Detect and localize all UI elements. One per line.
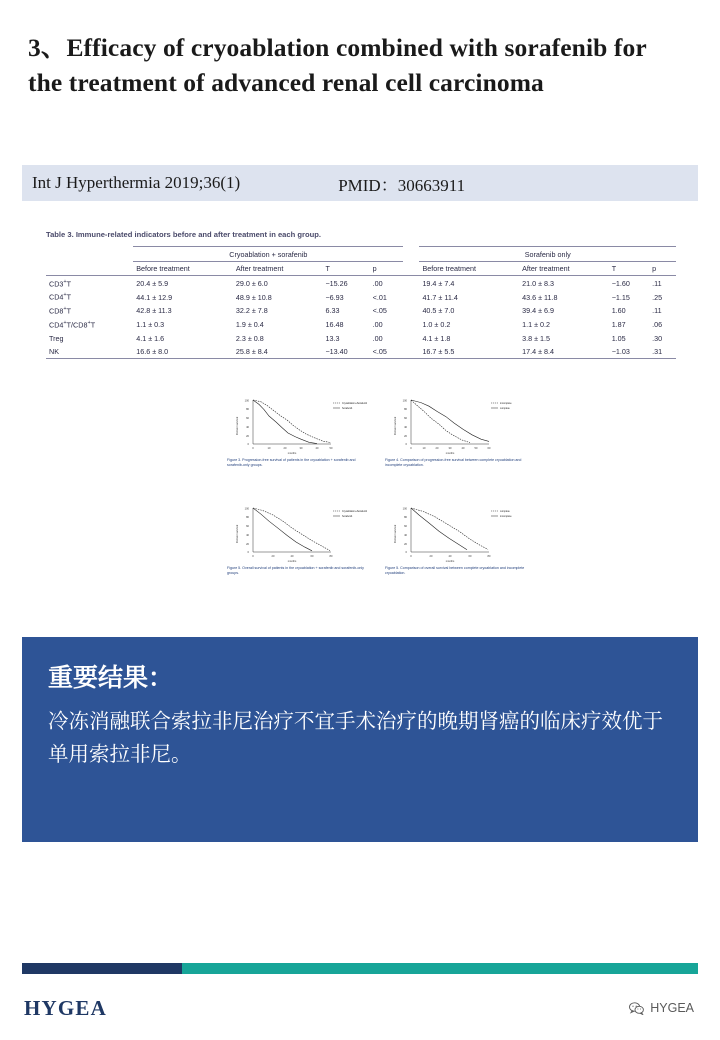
svg-text:0: 0 [410,447,412,450]
cell: 25.8 ± 8.4 [233,345,323,359]
svg-text:80: 80 [246,408,249,411]
row-label: CD4+T [49,292,72,302]
page-title: 3、Efficacy of cryoablation combined with sorafenib for the treatment of advanced renal cell carcinoma [28,33,647,98]
citation-journal: Int J Hyperthermia 2019;36(1) [32,173,241,192]
cell: 29.0 ± 6.0 [235,278,268,288]
svg-text:10: 10 [267,447,271,450]
cell: .06 [652,320,663,330]
svg-text:20: 20 [435,447,439,450]
cell: 6.33 [325,306,340,316]
svg-text:10: 10 [422,447,426,450]
svg-text:Cryoablation+Sorafenib: Cryoablation+Sorafenib [342,402,367,405]
survival-plots-group [227,396,527,596]
svg-text:30: 30 [448,447,452,450]
figure-caption: Figure 5. Overall survival of patients in the cryoablation + sorafenib and sorafenib-only groups. [227,566,364,575]
svg-text:20: 20 [404,543,407,546]
svg-text:Sorafenib: Sorafenib [342,407,353,410]
svg-text:100: 100 [402,399,407,403]
cell: 48.9 ± 10.8 [235,292,272,302]
svg-text:Percent survival: Percent survival [394,416,397,436]
footer-rule [22,963,698,974]
cell: .31 [649,345,676,359]
svg-text:0: 0 [247,551,249,554]
wechat-icon [629,1002,644,1015]
row-label: CD3+T [49,278,72,288]
svg-text:Percent survival: Percent survival [236,524,239,544]
col-header-before-1: Before treatment [133,262,233,276]
table-row [46,276,676,290]
cell: −1.15 [611,292,630,302]
row-label: NK [46,345,133,359]
group-header-cryo: Cryoablation + sorafenib [133,247,403,262]
svg-text:20: 20 [271,555,275,558]
svg-text:80: 80 [246,516,249,519]
svg-text:30: 30 [299,447,303,450]
cell: 4.1 ± 1.8 [422,333,451,343]
svg-text:60: 60 [404,417,407,420]
svg-text:80: 80 [487,555,491,558]
footer-wechat [629,1001,694,1015]
cell: 32.2 ± 7.8 [235,306,268,316]
svg-text:40: 40 [404,426,407,429]
cell: 1.60 [611,306,626,316]
svg-text:40: 40 [461,447,465,450]
table-row [46,304,676,318]
cell: .25 [652,292,663,302]
svg-text:complete: complete [500,510,510,513]
svg-text:months: months [287,560,297,563]
table-row [46,345,676,359]
cell: 40.5 ± 7.0 [422,306,455,316]
cell: 1.1 ± 0.3 [136,320,165,330]
chart-figure-3 [227,396,367,488]
svg-text:40: 40 [404,534,407,537]
cell: −13.40 [322,345,369,359]
col-header-after-2: After treatment [519,262,609,276]
citation-pmid: PMID：30663911 [338,175,466,195]
svg-text:0: 0 [247,443,249,446]
cell: −15.26 [325,278,348,288]
col-header-p-2: p [649,262,676,276]
svg-text:months: months [287,452,297,455]
figure-area [22,218,698,603]
cell: 1.0 ± 0.2 [422,320,451,330]
svg-text:Cryoablation+Sorafenib: Cryoablation+Sorafenib [342,510,367,513]
table-row [46,331,676,344]
table-row [46,290,676,304]
svg-text:60: 60 [246,417,249,420]
cell: 17.4 ± 8.4 [519,345,609,359]
table-column-header-row [46,262,676,276]
svg-text:40: 40 [246,426,249,429]
svg-text:20: 20 [246,543,249,546]
svg-text:50: 50 [329,447,333,450]
svg-text:complete: complete [500,407,510,410]
col-header-before-2: Before treatment [419,262,519,276]
key-result-body: 冷冻消融联合索拉非尼治疗不宜手术治疗的晚期肾癌的临床疗效优于单用索拉非尼。 [48,709,663,767]
svg-text:100: 100 [244,399,249,403]
table-row [46,318,676,332]
svg-text:20: 20 [283,447,287,450]
col-header-blank [46,262,133,276]
cell: 1.1 ± 0.2 [522,320,550,330]
svg-text:Percent survival: Percent survival [236,416,239,436]
cell: .30 [652,333,663,343]
cell: 13.3 [325,333,340,343]
chart-figure-4 [385,396,525,488]
col-header-t-2: T [609,262,649,276]
svg-text:60: 60 [310,555,314,558]
citation-bar [22,165,698,201]
col-header-t-1: T [322,262,369,276]
svg-text:0: 0 [405,443,407,446]
cell: <.01 [372,292,387,302]
cell: 41.7 ± 11.4 [422,292,458,302]
svg-text:60: 60 [404,525,407,528]
svg-text:60: 60 [246,525,249,528]
svg-text:50: 50 [474,447,478,450]
table-group-header-row [46,247,676,262]
cell: 4.1 ± 1.6 [136,333,165,343]
svg-text:0: 0 [405,551,407,554]
cell: 16.7 ± 5.5 [419,345,519,359]
col-header-p-1: p [370,262,404,276]
cell: .00 [372,278,383,288]
cell: 44.1 ± 12.9 [136,292,173,302]
footer-rule-dark-segment [22,963,182,974]
cell: −1.60 [611,278,630,288]
cell: 3.8 ± 1.5 [522,333,550,343]
cell: .11 [652,306,662,316]
cell: <.05 [372,306,387,316]
footer-wechat-label: HYGEA [650,1001,694,1015]
cell: 42.8 ± 11.3 [136,306,172,316]
footer-logo: HYGEA [24,996,108,1020]
svg-text:100: 100 [244,507,249,511]
key-result-heading: 重要结果： [48,663,174,692]
cell: 43.6 ± 11.8 [522,292,558,302]
svg-text:months: months [445,452,455,455]
chart-figure-5 [227,504,367,596]
cell: 16.6 ± 8.0 [133,345,233,359]
figure-caption: Figure 5. Comparison of overall survival between complete cryoablation and incomplete cryoablation. [385,566,525,575]
chart-figure-6 [385,504,525,596]
cell: 1.87 [611,320,626,330]
cell: −6.93 [325,292,344,302]
cell: 16.48 [325,320,344,330]
svg-text:100: 100 [402,507,407,511]
figure-caption: Figure 3. Progression-free survival of patients in the cryoablation + sorafenib and sorafenib-only groups. [227,458,356,467]
svg-text:Percent survival: Percent survival [394,524,397,544]
cell: 2.3 ± 0.8 [235,333,264,343]
cell: .11 [652,278,662,288]
cell: 19.4 ± 7.4 [422,278,455,288]
svg-text:0: 0 [410,555,412,558]
cell: 39.4 ± 6.9 [522,306,554,316]
cell: 1.05 [611,333,626,343]
cell: <.05 [370,345,404,359]
svg-text:80: 80 [329,555,333,558]
svg-text:incomplete: incomplete [500,515,512,518]
cell: 21.0 ± 8.3 [522,278,554,288]
cell: −1.03 [609,345,649,359]
footer-rule-teal-segment [182,963,698,974]
row-label: Treg [49,333,64,343]
svg-text:60: 60 [487,447,491,450]
cell: 1.9 ± 0.4 [235,320,264,330]
svg-text:months: months [445,560,455,563]
svg-text:0: 0 [252,447,254,450]
svg-text:20: 20 [404,435,407,438]
svg-text:0: 0 [252,555,254,558]
svg-text:40: 40 [246,534,249,537]
row-label: CD8+T [49,306,72,316]
col-header-after-1: After treatment [233,262,323,276]
svg-text:80: 80 [404,516,407,519]
key-result-box [22,637,698,842]
row-label: CD4+T/CD8+T [49,319,96,330]
table-body [46,276,676,359]
immune-indicators-table [46,246,676,359]
cell: .00 [372,320,383,330]
svg-text:20: 20 [429,555,433,558]
cell: .00 [372,333,383,343]
svg-text:40: 40 [448,555,452,558]
svg-text:20: 20 [246,435,249,438]
svg-text:80: 80 [404,408,407,411]
svg-text:40: 40 [290,555,294,558]
svg-text:Sorafenib: Sorafenib [342,515,353,518]
svg-text:40: 40 [315,447,319,450]
svg-text:incomplete: incomplete [500,402,512,405]
group-header-sorafenib: Sorafenib only [419,247,676,262]
cell: 20.4 ± 5.9 [136,278,169,288]
figure-caption: Figure 4. Comparison of progression-free survival between complete cryoablation and incomplete cryoablation. [385,458,522,467]
table-caption: Table 3. Immune-related indicators before and after treatment in each group. [46,230,321,239]
svg-text:60: 60 [468,555,472,558]
